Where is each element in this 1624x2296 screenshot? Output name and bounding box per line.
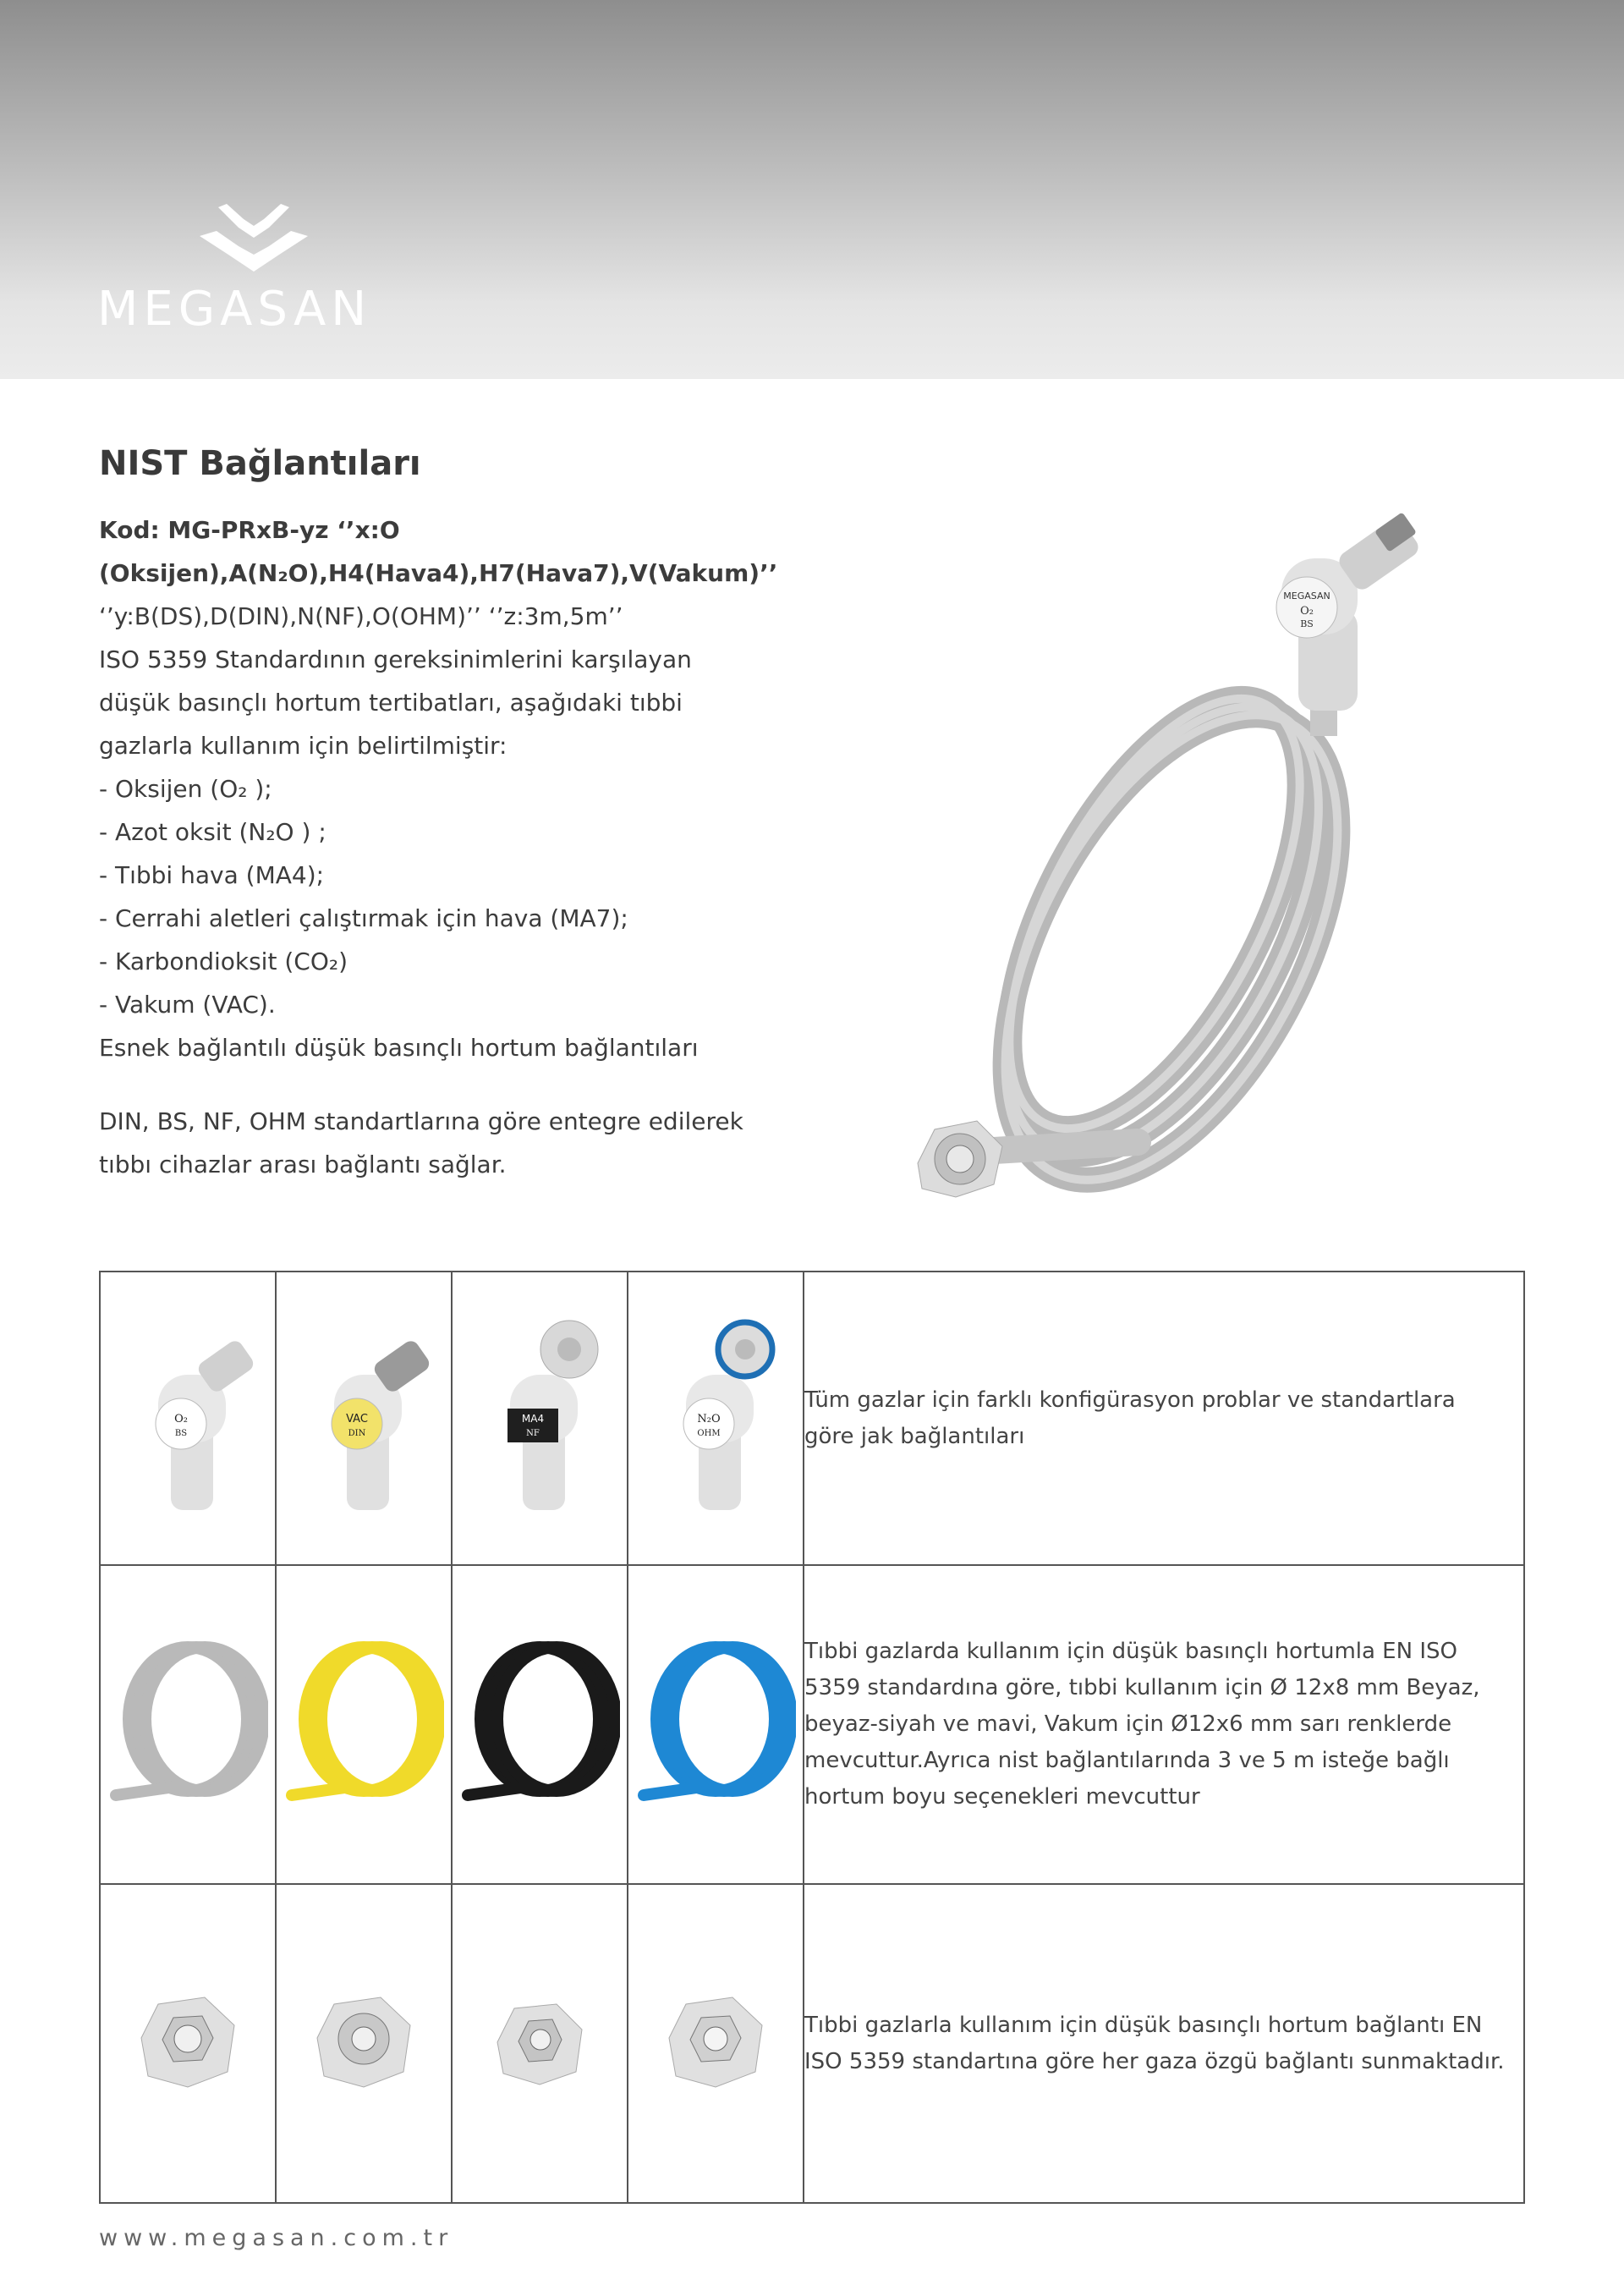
row-line: göre jak bağlantıları: [804, 1423, 1025, 1449]
probe-cell: [452, 1272, 628, 1565]
probe-gas-label: VAC: [346, 1412, 368, 1425]
header-banner: [0, 0, 1624, 379]
spec-line: ‘’y:B(DS),D(DIN),N(NF),O(OHM)’’ ‘’z:3m,5m’’: [99, 602, 623, 630]
probe-cell: [276, 1272, 452, 1565]
website-url: www.megasan.com.tr: [99, 2225, 454, 2251]
probe-std-label: NF: [526, 1428, 540, 1438]
code-line-2: (Oksijen),A(N₂O),H4(Hava4),H7(Hava7),V(Vakum)’’: [99, 559, 778, 587]
bird-logo-icon: [195, 199, 313, 275]
code-line-1: Kod: MG-PRxB-yz ‘’x:O: [99, 516, 400, 544]
row-line: 5359 standardına göre, tıbbi kullanım için Ø 12x8 mm Beyaz,: [804, 1675, 1480, 1700]
hero-probe-std: BS: [1300, 618, 1314, 629]
hose-cell: [276, 1565, 452, 1884]
row-line: hortum boyu seçenekleri mevcuttur: [804, 1784, 1200, 1810]
probe-gas-label: MA4: [521, 1412, 545, 1425]
hose-cell: [100, 1565, 276, 1884]
standards-line-1: DIN, BS, NF, OHM standartlarına göre entegre edilerek: [99, 1107, 743, 1135]
brand-name: MEGASAN: [97, 282, 372, 337]
probe-image: [648, 1316, 783, 1519]
row-description: [804, 1565, 1524, 1884]
row-description: [804, 1884, 1524, 2203]
hose-cell: [628, 1565, 804, 1884]
probe-gas-label: N₂O: [697, 1412, 721, 1425]
socket-image: [300, 1987, 427, 2097]
gas-item-oxygen: - Oksijen (O₂ );: [99, 775, 272, 803]
product-description: [99, 444, 894, 1186]
probe-image: [296, 1316, 431, 1519]
probe-std-label: DIN: [348, 1428, 366, 1438]
table-row: [100, 1565, 1524, 1884]
socket-image: [124, 1987, 251, 2097]
gas-item-nitrous: - Azot oksit (N₂O ) ;: [99, 818, 326, 846]
gas-item-co2: - Karbondioksit (CO₂): [99, 948, 348, 975]
row-line: mevcuttur.Ayrıca nist bağlantılarında 3 ve 5 m isteğe bağlı: [804, 1748, 1450, 1773]
hero-probe: [1276, 512, 1422, 711]
socket-cell: [452, 1884, 628, 2203]
intro-line-2: düşük basınçlı hortum tertibatları, aşağıdaki tıbbi: [99, 689, 683, 717]
flex-note: Esnek bağlantılı düşük basınçlı hortum bağlantıları: [99, 1034, 699, 1062]
gas-item-ma4: - Tıbbi hava (MA4);: [99, 861, 325, 889]
probe-std-label: OHM: [697, 1428, 721, 1438]
socket-cell: [628, 1884, 804, 2203]
standards-line-2: tıbbı cihazlar arası bağlantı sağlar.: [99, 1151, 507, 1178]
page-title: NIST Bağlantıları: [99, 444, 421, 483]
hero-probe-brand: MEGASAN: [1283, 590, 1330, 601]
table-row: [100, 1884, 1524, 2203]
probe-image: [472, 1316, 607, 1519]
gas-item-vac: - Vakum (VAC).: [99, 991, 276, 1019]
hero-socket: [918, 1121, 1002, 1197]
hero-probe-gas: O₂: [1300, 605, 1314, 618]
hose-coil-image: [635, 1639, 796, 1808]
table-row: [100, 1272, 1524, 1565]
socket-image: [476, 1987, 603, 2097]
feature-table: [99, 1271, 1525, 2204]
socket-cell: [100, 1884, 276, 2203]
row-description: [804, 1272, 1524, 1565]
hero-hose-assembly: [884, 508, 1425, 1244]
probe-std-label: BS: [174, 1428, 188, 1438]
probe-cell: [100, 1272, 276, 1565]
row-line: Tıbbi gazlarda kullanım için düşük basınçlı hortumla EN ISO: [804, 1639, 1457, 1664]
hose-coil-image: [459, 1639, 620, 1808]
gas-item-ma7: - Cerrahi aletleri çalıştırmak için hava (MA7);: [99, 904, 628, 932]
brand-logo: [97, 199, 414, 337]
intro-line-1: ISO 5359 Standardının gereksinimlerini karşılayan: [99, 645, 692, 673]
socket-image: [652, 1987, 779, 2097]
hose-coil-image: [107, 1639, 268, 1808]
intro-line-3: gazlarla kullanım için belirtilmiştir:: [99, 732, 508, 760]
hose-cell: [452, 1565, 628, 1884]
hose-coil-image: [283, 1639, 444, 1808]
row-line: Tıbbi gazlarla kullanım için düşük basınçlı hortum bağlantı EN: [804, 2012, 1483, 2038]
row-line: Tüm gazlar için farklı konfigürasyon problar ve standartlara: [804, 1387, 1456, 1413]
row-line: ISO 5359 standartına göre her gaza özgü bağlantı sunmaktadır.: [804, 2048, 1505, 2074]
probe-cell: [628, 1272, 804, 1565]
probe-gas-label: O₂: [174, 1412, 188, 1425]
probe-image: [120, 1316, 255, 1519]
socket-cell: [276, 1884, 452, 2203]
row-line: beyaz-siyah ve mavi, Vakum için Ø12x6 mm sarı renklerde: [804, 1711, 1452, 1737]
